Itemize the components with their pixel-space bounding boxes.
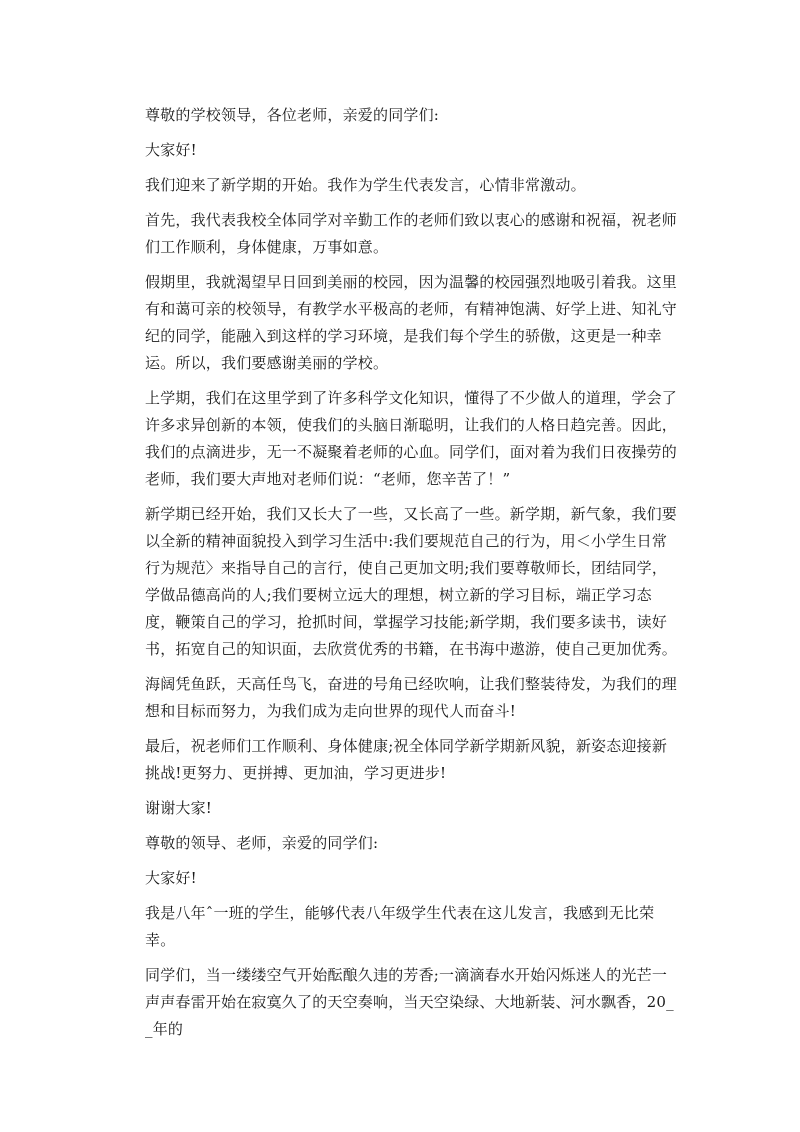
greeting-paragraph: 大家好!	[145, 141, 197, 159]
salutation-paragraph: 尊敬的领导、老师，亲爱的同学们:	[145, 834, 379, 852]
body-paragraph: 同学们，当一缕缕空气开始酝酿久违的芳香;一滴滴春水开始闪烁迷人的光芒一声声春雷开始在寂寞久了的天空奏响，当天空染绿、大地新装、河水飘香，20__年的	[145, 966, 674, 1038]
body-paragraph: 假期里，我就渴望早日回到美丽的校园，因为温馨的校园强烈地吸引着我。这里有和蔼可亲的校领导，有教学水平极高的老师，有精神饱满、好学上进、知礼守纪的同学，能融入到这样的学习环境，是我们每个学生的骄傲，这更是一种幸运。所以，我们要感谢美丽的学校。	[145, 273, 678, 372]
body-paragraph: 我是八年ˆ一班的学生，能够代表八年级学生代表在这儿发言，我感到无比荣幸。	[145, 904, 655, 949]
body-paragraph: 首先，我代表我校全体同学对辛勤工作的老师们致以衷心的感谢和祝福，祝老师们工作顺利，身体健康，万事如意。	[145, 211, 678, 256]
greeting-paragraph: 大家好!	[145, 869, 197, 887]
salutation-paragraph: 尊敬的学校领导，各位老师，亲爱的同学们:	[145, 106, 440, 124]
body-paragraph: 最后，祝老师们工作顺利、身体健康;祝全体同学新学期新风貌，新姿态迎接新挑战!更努力、更拼搏、更加油，学习更进步!	[145, 737, 668, 782]
document-body	[145, 102, 681, 1043]
body-paragraph: 上学期，我们在这里学到了许多科学文化知识，懂得了不少做人的道理，学会了许多求异创新的本领，使我们的头脑日渐聪明，让我们的人格日趋完善。因此，我们的点滴进步，无一不凝聚着老师的心血。同学们，面对着为我们日夜操劳的老师，我们要大声地对老师们说：“老师，您辛苦了！”	[145, 389, 678, 488]
body-paragraph: 我们迎来了新学期的开始。我作为学生代表发言，心情非常激动。	[145, 176, 586, 194]
closing-paragraph: 谢谢大家!	[145, 799, 213, 817]
body-paragraph: 新学期已经开始，我们又长大了一些，又长高了一些。新学期，新气象，我们要以全新的精神面貌投入到学习生活中:我们要规范自己的行为，用＜小学生日常行为规范〉来指导自己的言行，使自己更加文明;我们要尊敬师长，团结同学，学做品德高尚的人;我们要树立远大的理想，树立新的学习目标，端正学习态度，鞭策自己的学习，抢抓时间，掌握学习技能;新学期，我们要多读书，读好书，拓宽自己的知识面，去欣赏优秀的书籍，在书海中遨游，使自己更加优秀。	[145, 505, 678, 658]
body-paragraph: 海阔凭鱼跃，天高任鸟飞，奋进的号角已经吹响，让我们整装待发，为我们的理想和目标而努力，为我们成为走向世界的现代人而奋斗!	[145, 675, 678, 720]
